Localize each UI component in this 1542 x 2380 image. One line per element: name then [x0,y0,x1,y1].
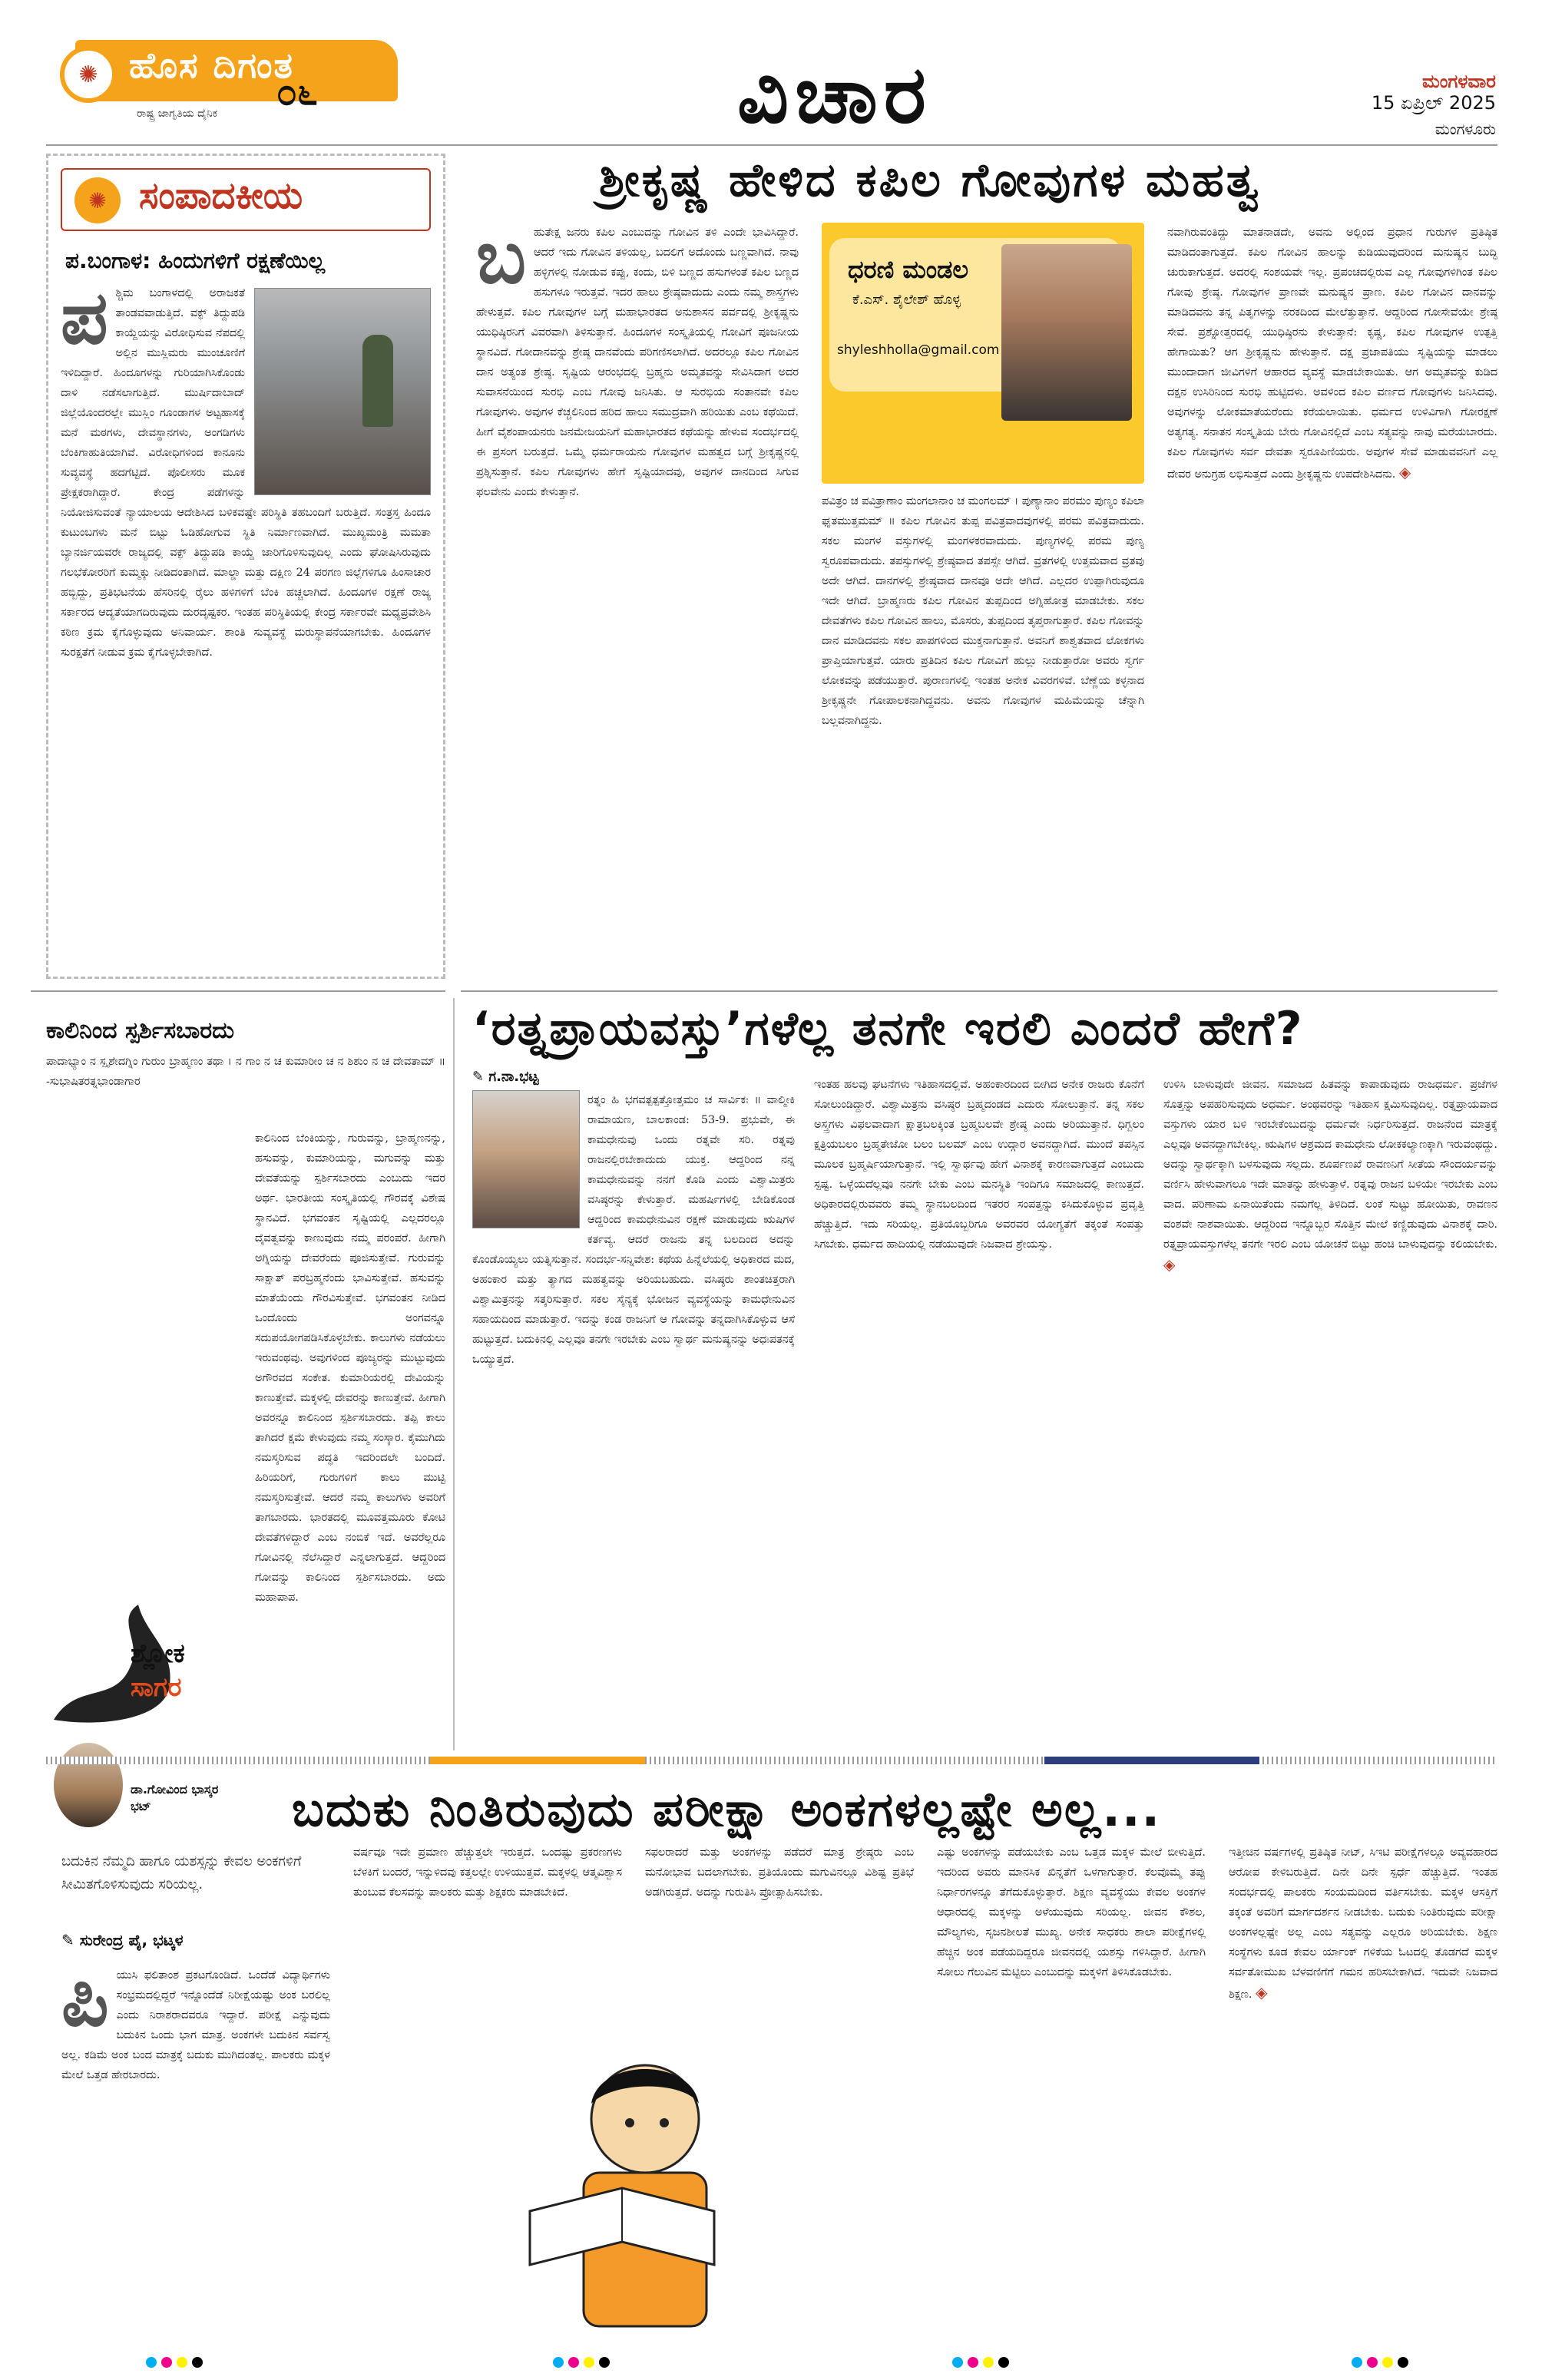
author-email[interactable]: shyleshholla@gmail.com [837,342,1000,358]
page-number: ೦೬ [276,71,318,114]
photo-spacer [472,1090,587,1232]
ratna-col3-text: ಉಳಿಸಿ ಬಾಳುವುದೇ ಜೀವನ. ಸಮಾಜದ ಹಿತವನ್ನು ಕಾಪಾಡುವುದು ರಾಜಧರ್ಮ. ಪ್ರಜೆಗಳ ಸೊತ್ತನ್ನು ಅಪಹರಿಸುವುದು ಅಧರ್ಮ. ಅಂಥವರನ್ನು ಇತಿಹಾಸ ಕ್ಷಮಿಸುವುದಿಲ್ಲ. ರತ್ನಪ್ರಾಯವಾದ ವಸ್ತುಗಳು ಯಾರ ಬಳಿ ಇರಬೇಕೆಂಬುದನ್ನು ಧರ್ಮವೇ ನಿರ್ಧರಿಸುತ್ತದೆ. ರಾಜನೆಂದ ಮಾತ್ರಕ್ಕೆ ಎಲ್ಲವೂ ಅವನದ್ದಾಗಬೇಕಿಲ್ಲ. ಋಷಿಗಳ ಆಶ್ರಮದ ಕಾಮಧೇನು ಲೋಕಕಲ್ಯಾಣಕ್ಕಾಗಿ ಇರುವಂಥದ್ದು. ಅದನ್ನು ಸ್ವಾರ್ಥಕ್ಕಾಗಿ ಬಳಸುವುದು ಸಲ್ಲದು. ಶೂರ್ಪಣಖೆ ರಾವಣನಿಗೆ ಸೀತೆಯ ಸೌಂದರ್ಯವನ್ನು ವರ್ಣಿಸಿ ಹೇಳುವಾಗಲೂ ಇದೇ ಮಾತನ್ನು ಹೇಳುತ್ತಾಳೆ. ರತ್ನವು ರಾಜನ ಬಳಿಯೇ ಇರಬೇಕು ಎಂಬ ವಾದ. ಪರಿಣಾಮ ಏನಾಯಿತೆಂದು ನಮಗೆಲ್ಲ ತಿಳಿದಿದೆ. ಲಂಕೆ ಸುಟ್ಟು ಹೋಯಿತು, ರಾವಣನ ವಂಶವೇ ನಾಶವಾಯಿತು. ಆದ್ದರಿಂದ ಇನ್ನೊಬ್ಬರ ಸೊತ್ತಿನ ಮೇಲೆ ಕಣ್ಣಿಡುವುದು ವಿನಾಶಕ್ಕೆ ದಾರಿ. ರತ್ನಪ್ರಾಯವಸ್ತುಗಳೆಲ್ಲ ತನಗೇ ಇರಲಿ ಎಂಬ ಯೋಚನೆ ಬಿಟ್ಟು ಹಂಚಿ ಬಾಳುವುದನ್ನು ಕಲಿಯಬೇಕು. [1163,1079,1497,1251]
ratna-column-3 [1163,1075,1497,1750]
lead-article-title[interactable]: ಶ್ರೀಕೃಷ್ಣ ಹೇಳಿದ ಕಪಿಲ ಗೋವುಗಳ ಮಹತ್ವ [599,154,1262,207]
editorial-headline[interactable]: ಪ.ಬಂಗಾಳ: ಹಿಂದುಗಳಿಗೆ ರಕ್ಷಣೆಯಿಲ್ಲ [65,248,326,273]
section-divider [461,990,1497,992]
pen-icon: ✎ [472,1069,489,1085]
end-mark-icon: ◈ [1398,463,1411,481]
exam-column-5 [1229,1843,1497,2342]
lead-col3-text: ನವಾಗಿರುವಂತಿದ್ದು ಮಾತನಾಡದೇ, ಅವನು ಅಲ್ಲಿಂದ ಪ್ರಧಾನ ಗುರುಗಳ ಪ್ರತಿಷ್ಠಿತ ಮಾಡಿದಂತಾಗುತ್ತದೆ. ಕಪಿಲ ಗೋವಿನ ಹಾಲನ್ನು ಕುಡಿಯುವುದರಿಂದ ಮನುಷ್ಯನ ಬುದ್ಧಿ ಚುರುಕಾಗುತ್ತದೆ. ಅದರಲ್ಲಿ ಸಂಶಯವೇ ಇಲ್ಲ. ಪ್ರಪಂಚದಲ್ಲಿರುವ ಎಲ್ಲ ಗೋವುಗಳಿಗಿಂತ ಕಪಿಲ ಗೋವು ಶ್ರೇಷ್ಠ. ಗೋವುಗಳ ಪ್ರಾಣವೇ ಮನುಷ್ಯನ ಪ್ರಾಣ. ಕಪಿಲ ಗೋವಿನ ದಾನವನ್ನು ಮಾಡಿದವನು ತನ್ನ ಪಿತೃಗಳನ್ನು ನರಕದಿಂದ ಮೇಲೆತ್ತುತ್ತಾನೆ. ಆದ್ದರಿಂದ ಗೋಸೇವೆಯೇ ಶ್ರೇಷ್ಠ ಸೇವೆ. ಪ್ರಶ್ನೋತ್ತರದಲ್ಲಿ ಯುಧಿಷ್ಠಿರನು ಕೇಳುತ್ತಾನೆ: ಕೃಷ್ಣ, ಕಪಿಲ ಗೋವುಗಳ ಉತ್ಪತ್ತಿ ಹೇಗಾಯಿತು? ಆಗ ಶ್ರೀಕೃಷ್ಣನು ಹೇಳುತ್ತಾನೆ. ದಕ್ಷ ಪ್ರಜಾಪತಿಯು ಸೃಷ್ಟಿಯನ್ನು ಮಾಡಲು ಮುಂದಾದಾಗ ಜೀವಿಗಳಿಗೆ ಆಹಾರದ ವ್ಯವಸ್ಥೆ ಮಾಡಬೇಕಾಯಿತು. ಆಗ ಅಮೃತವನ್ನು ಕುಡಿದ ದಕ್ಷನ ಉಸಿರಿನಿಂದ ಸುರಭಿ ಹುಟ್ಟಿದಳು. ಅವಳಿಂದ ಕಪಿಲ ವರ್ಣದ ಗೋವುಗಳು ಜನಿಸಿದವು. ಅವುಗಳನ್ನು ಲೋಕಮಾತೆಯರೆಂದು ಕರೆಯಲಾಯಿತು. ಧರ್ಮದ ಉಳಿವಿಗಾಗಿ ಗೋರಕ್ಷಣೆ ಅತ್ಯಗತ್ಯ. ಸನಾತನ ಸಂಸ್ಕೃತಿಯ ಬೇರು ಗೋವಿನಲ್ಲಿದೆ ಎಂಬ ಸತ್ಯವನ್ನು ನಾವು ಮರೆಯಬಾರದು. ಕಪಿಲ ಗೋವುಗಳು ಸರ್ವ ದೇವತಾ ಸ್ವರೂಪಿಣಿಯರು. ಅವುಗಳ ಸೇವೆ ಮಾಡುವವನಿಗೆ ಎಲ್ಲ ದೇವರ ಅನುಗ್ರಹ ಲಭಿಸುತ್ತದೆ ಎಂದು ಶ್ರೀಕೃಷ್ಣನು ಉಪದೇಶಿಸಿದನು. [1167,226,1497,481]
ratna-article-title[interactable]: ‘ರತ್ನಪ್ರಾಯವಸ್ತು’ಗಳೆಲ್ಲ ತನಗೇ ಇರಲಿ ಎಂದರೆ ಹೇಗೆ? [472,1002,1304,1056]
shloka-article-text: ಕಾಲಿನಿಂದ ಬೆಂಕಿಯನ್ನು, ಗುರುವನ್ನು, ಬ್ರಾಹ್ಮಣನನ್ನು, ಹಸುವನ್ನು, ಕುಮಾರಿಯನ್ನು, ಮಗುವನ್ನು ಮತ್ತು ದೇವತೆಯನ್ನು ಸ್ಪರ್ಶಿಸಬಾರದು ಎಂಬುದು ಇದರ ಅರ್ಥ. ಭಾರತೀಯ ಸಂಸ್ಕೃತಿಯಲ್ಲಿ ಗೌರವಕ್ಕೆ ವಿಶೇಷ ಸ್ಥಾನವಿದೆ. ಭಗವಂತನ ಸೃಷ್ಟಿಯಲ್ಲಿ ಎಲ್ಲದರಲ್ಲೂ ದೈವತ್ವವನ್ನು ಕಾಣುವುದು ನಮ್ಮ ಪರಂಪರೆ. ಹೀಗಾಗಿ ಅಗ್ನಿಯನ್ನು ದೇವರೆಂದು ಪೂಜಿಸುತ್ತೇವೆ. ಗುರುವನ್ನು ಸಾಕ್ಷಾತ್ ಪರಬ್ರಹ್ಮನೆಂದು ಭಾವಿಸುತ್ತೇವೆ. ಹಸುವನ್ನು ಮಾತೆಯೆಂದು ಗೌರವಿಸುತ್ತೇವೆ. ಭಗವಂತನ ನೀಡಿದ ಒಂದೊಂದು ಅಂಗವನ್ನೂ ಸದುಪಯೋಗಪಡಿಸಿಕೊಳ್ಳಬೇಕು. ಕಾಲುಗಳು ನಡೆಯಲು ಇರುವಂಥವು. ಅವುಗಳಿಂದ ಪೂಜ್ಯರನ್ನು ಮುಟ್ಟುವುದು ಅಗೌರವದ ಸಂಕೇತ. ಕುಮಾರಿಯರಲ್ಲಿ ದೇವಿಯನ್ನು ಕಾಣುತ್ತೇವೆ. ಮಕ್ಕಳಲ್ಲಿ ದೇವರನ್ನು ಕಾಣುತ್ತೇವೆ. ಹೀಗಾಗಿ ಅವರನ್ನೂ ಕಾಲಿನಿಂದ ಸ್ಪರ್ಶಿಸಬಾರದು. ತಪ್ಪಿ ಕಾಲು ತಾಗಿದರೆ ಕ್ಷಮೆ ಕೇಳುವುದು ನಮ್ಮ ಸಂಸ್ಕಾರ. ಕೈಮುಗಿದು ನಮಸ್ಕರಿಸುವ ಪದ್ಧತಿ ಇದರಿಂದಲೇ ಬಂದಿದೆ. ಹಿರಿಯರಿಗೆ, ಗುರುಗಳಿಗೆ ಕಾಲು ಮುಟ್ಟಿ ನಮಸ್ಕರಿಸುತ್ತೇವೆ. ಆದರೆ ನಮ್ಮ ಕಾಲುಗಳು ಅವರಿಗೆ ತಾಗಬಾರದು. ಭಾರತದಲ್ಲಿ ಮೂವತ್ತಮೂರು ಕೋಟಿ ದೇವತೆಗಳಿದ್ದಾರೆ ಎಂಬ ನಂಬಿಕೆ ಇದೆ. ಅವರೆಲ್ಲರೂ ಗೋವಿನಲ್ಲಿ ನೆಲೆಸಿದ್ದಾರೆ ಎನ್ನಲಾಗುತ್ತದೆ. ಆದ್ದರಿಂದ ಗೋವನ್ನು ಕಾಲಿನಿಂದ ಸ್ಪರ್ಶಿಸಬಾರದು. ಅದು ಮಹಾಪಾಪ. [255,1132,445,1604]
exam-col4-text: ಎಷ್ಟು ಅಂಕಗಳನ್ನು ಪಡೆಯಬೇಕು ಎಂಬ ಒತ್ತಡ ಮಕ್ಕಳ ಮೇಲೆ ಬೀಳುತ್ತಿದೆ. ಇದರಿಂದ ಅವರು ಮಾನಸಿಕ ಖಿನ್ನತೆಗೆ ಒಳಗಾಗುತ್ತಾರೆ. ಕೆಲವೊಮ್ಮೆ ತಪ್ಪು ನಿರ್ಧಾರಗಳನ್ನೂ ತೆಗೆದುಕೊಳ್ಳುತ್ತಾರೆ. ಶಿಕ್ಷಣ ವ್ಯವಸ್ಥೆಯು ಕೇವಲ ಅಂಕಗಳ ಆಧಾರದಲ್ಲಿ ಮಕ್ಕಳನ್ನು ಅಳೆಯುವುದು ಸರಿಯಲ್ಲ. ಜೀವನ ಕೌಶಲ, ಮೌಲ್ಯಗಳು, ಸೃಜನಶೀಲತೆ ಮುಖ್ಯ. ಅನೇಕ ಸಾಧಕರು ಶಾಲಾ ಪರೀಕ್ಷೆಗಳಲ್ಲಿ ಹೆಚ್ಚಿನ ಅಂಕ ಪಡೆಯದಿದ್ದರೂ ಜೀವನದಲ್ಲಿ ಯಶಸ್ಸು ಗಳಿಸಿದ್ದಾರೆ. ಹೀಗಾಗಿ ಸೋಲು ಗೆಲುವಿನ ಮೆಟ್ಟಿಲು ಎಂಬುದನ್ನು ಮಕ್ಕಳಿಗೆ ತಿಳಿಸಿಕೊಡಬೇಕು. [937,1846,1206,1978]
editorial-text: ಶ್ಚಿಮ ಬಂಗಾಳದಲ್ಲಿ ಅರಾಜಕತೆ ತಾಂಡವವಾಡುತ್ತಿದೆ. ವಕ್ಫ್ ತಿದ್ದುಪಡಿ ಕಾಯ್ದೆಯನ್ನು ವಿರೋಧಿಸುವ ನೆಪದಲ್ಲಿ ಅಲ್ಲಿನ ಮುಸ್ಲಿಮರು ಮುಂಚೂಣಿಗೆ ಇಳಿದಿದ್ದಾರೆ. ಹಿಂದೂಗಳನ್ನು ಗುರಿಯಾಗಿಸಿಕೊಂಡು ದಾಳಿ ನಡೆಸಲಾಗುತ್ತಿದೆ. ಮುರ್ಷಿದಾಬಾದ್ ಜಿಲ್ಲೆಯೊಂದರಲ್ಲೇ ಮುಸ್ಲಿಂ ಗೂಂಡಾಗಳ ಅಟ್ಟಹಾಸಕ್ಕೆ ಮನೆ ಮಠಗಳು, ದೇವಸ್ಥಾನಗಳು, ಅಂಗಡಿಗಳು ಬೆಂಕಿಗಾಹುತಿಯಾಗಿವೆ. ವಿರೋಧಿಗಳಿಂದ ಕಾನೂನು ಸುವ್ಯವಸ್ಥೆ ಹದಗೆಟ್ಟಿದೆ. ಪೊಲೀಸರು ಮೂಕ ಪ್ರೇಕ್ಷಕರಾಗಿದ್ದಾರೆ. ಕೇಂದ್ರ ಪಡೆಗಳನ್ನು ನಿಯೋಜಿಸುವಂತೆ ನ್ಯಾಯಾಲಯ ಆದೇಶಿಸಿದ ಬಳಿಕವಷ್ಟೇ ಪರಿಸ್ಥಿತಿ ತಹಬಂದಿಗೆ ಬರುತ್ತಿದೆ. ಸಂತ್ರಸ್ತ ಹಿಂದೂ ಕುಟುಂಬಗಳು ಮನೆ ಬಿಟ್ಟು ಓಡಿಹೋಗುವ ಸ್ಥಿತಿ ನಿರ್ಮಾಣವಾಗಿದೆ. ಮುಖ್ಯಮಂತ್ರಿ ಮಮತಾ ಬ್ಯಾನರ್ಜಿಯವರೇ ರಾಜ್ಯದಲ್ಲಿ ವಕ್ಫ್ ತಿದ್ದುಪಡಿ ಕಾಯ್ದೆ ಜಾರಿಗೊಳಿಸುವುದಿಲ್ಲ ಎಂದು ಘೋಷಿಸಿರುವುದು ಗಲಭೆಕೋರರಿಗೆ ಕುಮ್ಮಕ್ಕು ನೀಡಿದಂತಾಗಿದೆ. ಮಾಲ್ಡಾ ಮತ್ತು ದಕ್ಷಿಣ 24 ಪರಗಣ ಜಿಲ್ಲೆಗಳಿಗೂ ಹಿಂಸಾಚಾರ ಹಬ್ಬಿದ್ದು, ಪ್ರತಿಭಟನೆಯ ಹೆಸರಿನಲ್ಲಿ ರೈಲು ಹಳಿಗಳಿಗೆ ಬೆಂಕಿ ಹಚ್ಚಲಾಗಿದೆ. ಹಿಂದೂಗಳ ರಕ್ಷಣೆ ರಾಜ್ಯ ಸರ್ಕಾರದ ಆದ್ಯತೆಯಾಗದಿರುವುದು ದುರದೃಷ್ಟಕರ. ಇಂತಹ ಪರಿಸ್ಥಿತಿಯಲ್ಲಿ ಕೇಂದ್ರ ಸರ್ಕಾರವೇ ಮಧ್ಯಪ್ರವೇಶಿಸಿ ಕಠಿಣ ಕ್ರಮ ಕೈಗೊಳ್ಳುವುದು ಅನಿವಾರ್ಯ. ಶಾಂತಿ ಸುವ್ಯವಸ್ಥೆ ಮರುಸ್ಥಾಪನೆಯಾಗಬೇಕು. ಹಿಂದೂಗಳ ಸುರಕ್ಷತೆಗೆ ನೀಡುವ ಕ್ರಮ ಕೈಗೊಳ್ಳಬೇಕಾಗಿದೆ. [61,287,431,659]
editorial-dropcap: ಪ [61,274,108,361]
shloka-author-name: ಡಾ.ಗೋವಿಂದ ಭಾಸ್ಕರ ಭಟ್ [131,1782,219,1813]
lead-dropcap: ಬ [476,223,526,300]
author-name: ಕೆ.ಎಸ್. ಶೈಲೇಶ್ ಹೊಳ್ಳ [852,292,961,308]
editorial-body [61,274,431,663]
lead-col2-text: ಪವಿತ್ರಂ ಚ ಪವಿತ್ರಾಣಾಂ ಮಂಗಲಾನಾಂ ಚ ಮಂಗಲಮ್ । ಪುಣ್ಯಾನಾಂ ಪರಮಂ ಪುಣ್ಯಂ ಕಪಿಲಾ ಘೃತಮುತ್ತಮಮ್ ॥ ಕಪಿಲ ಗೋವಿನ ತುಪ್ಪ ಪವಿತ್ರವಾದವುಗಳಲ್ಲಿ ಪರಮ ಪವಿತ್ರವಾದುದು. ಸಕಲ ಮಂಗಳ ವಸ್ತುಗಳಲ್ಲಿ ಮಂಗಳಕರವಾದುದು. ಪುಣ್ಯಗಳಲ್ಲಿ ಪರಮ ಪುಣ್ಯ ಸ್ವರೂಪವಾದುದು. ತಪಸ್ಸುಗಳಲ್ಲಿ ಶ್ರೇಷ್ಠವಾದ ತಪಸ್ಸೇ ಆಗಿದೆ. ವ್ರತಗಳಲ್ಲಿ ಉತ್ತಮವಾದ ವ್ರತವು ಅದೇ ಆಗಿದೆ. ದಾನಗಳಲ್ಲಿ ಶ್ರೇಷ್ಠವಾದ ದಾನವೂ ಅದೇ ಆಗಿದೆ. ಎಲ್ಲದರ ಉಪ್ಪಾಗಿರುವುದೂ ಇದೇ ಆಗಿದೆ. ಬ್ರಾಹ್ಮಣರು ಕಪಿಲ ಗೋವಿನ ತುಪ್ಪದಿಂದ ಅಗ್ನಿಹೋತ್ರ ಮಾಡಬೇಕು. ಸಕಲ ದೇವತೆಗಳು ಕಪಿಲ ಗೋವಿನ ಹಾಲು, ಮೊಸರು, ತುಪ್ಪದಿಂದ ತೃಪ್ತರಾಗುತ್ತಾರೆ. ಕಪಿಲ ಗೋವನ್ನು ದಾನ ಮಾಡಿದವನು ಸಕಲ ಪಾಪಗಳಿಂದ ಮುಕ್ತನಾಗುತ್ತಾನೆ. ಅವನಿಗೆ ಶಾಶ್ವತವಾದ ಲೋಕಗಳು ಪ್ರಾಪ್ತಿಯಾಗುತ್ತವೆ. ಯಾರು ಪ್ರತಿದಿನ ಕಪಿಲ ಗೋವಿಗೆ ಹುಲ್ಲು ನೀಡುತ್ತಾರೋ ಅವರು ಸ್ವರ್ಗ ಲೋಕವನ್ನು ಪಡೆಯುತ್ತಾರೆ. ಪುರಾಣಗಳಲ್ಲಿ ಇಂತಹ ಅನೇಕ ವಿವರಗಳಿವೆ. ಬೆಣ್ಣೆಯ ಕಳ್ಳನಾದ ಶ್ರೀಕೃಷ್ಣನೇ ಗೋಪಾಲಕನಾಗಿದ್ದವನು. ಅವನು ಗೋವುಗಳ ಮಹಿಮೆಯನ್ನು ಚೆನ್ನಾಗಿ ಬಲ್ಲವನಾಗಿದ್ದನು. [822,495,1144,727]
divider-accent-blue [1044,1757,1259,1764]
shloka-quote-text: ಪಾದಾಭ್ಯಾಂ ನ ಸ್ಪೃಶೇದಗ್ನಿಂ ಗುರುಂ ಬ್ರಾಹ್ಮಣಂ ತಥಾ । ನ ಗಾಂ ನ ಚ ಕುಮಾರೀಂ ಚ ನ ಶಿಶುಂ ನ ಚ ದೇವತಾಮ್ ॥ -ಸುಭಾಷಿತರತ್ನಭಾಂಡಾಗಾರ [46,1056,445,1088]
logo-name: ಹೊಸ ದಿಗಂತ [129,45,294,86]
exam-col1-text: ಯುಸಿ ಫಲಿತಾಂಶ ಪ್ರಕಟಗೊಂಡಿದೆ. ಒಂದೆಡೆ ವಿದ್ಯಾರ್ಥಿಗಳು ಸಂಭ್ರಮದಲ್ಲಿದ್ದರೆ ಇನ್ನೊಂದೆಡೆ ನಿರೀಕ್ಷೆಯಷ್ಟು ಅಂಕ ಬರಲಿಲ್ಲ ಎಂದು ನಿರಾಶರಾದವರೂ ಇದ್ದಾರೆ. ಪರೀಕ್ಷೆ ಎನ್ನುವುದು ಬದುಕಿನ ಒಂದು ಭಾಗ ಮಾತ್ರ. ಅಂಕಗಳೇ ಬದುಕಿನ ಸರ್ವಸ್ವ ಅಲ್ಲ. ಕಡಿಮೆ ಅಂಕ ಬಂದ ಮಾತ್ರಕ್ಕೆ ಬದುಕು ಮುಗಿದಂತಲ್ಲ. ಪಾಲಕರು ಮಕ್ಕಳ ಮೇಲೆ ಒತ್ತಡ ಹೇರಬಾರದು. [61,1969,330,2081]
exam-column-4 [937,1843,1206,2342]
exam-article-title[interactable]: ಬದುಕು ನಿಂತಿರುವುದು ಪರೀಕ್ಷಾ ಅಂಕಗಳಲ್ಲಷ್ಟೇ ಅಲ್ಲ... [292,1781,1162,1837]
shloka-sagara-badge [46,1589,230,1835]
ratna-col1-text: ರತ್ನಂ ಹಿ ಭಗವತ್ಪತ್ಪತ್ತೋತ್ತಮಂ ಚ ಸಾರ್ವಿಕಃ ॥ ವಾಲ್ಮೀಕಿ ರಾಮಾಯಣ, ಬಾಲಕಾಂಡ: 53-9. ಪ್ರಭುವೇ, ಈ ಕಾಮಧೇನುವು ಒಂದು ರತ್ನವೇ ಸರಿ. ರತ್ನವು ರಾಜನಲ್ಲಿರಬೇಕಾದುದು ಯುಕ್ತ. ಆದ್ದರಿಂದ ನನ್ನ ಕಾಮಧೇನುವನ್ನು ನನಗೆ ಕೊಡಿ ಎಂದು ವಿಶ್ವಾಮಿತ್ರರು ವಸಿಷ್ಠರನ್ನು ಕೇಳುತ್ತಾರೆ. ಮಹರ್ಷಿಗಳಲ್ಲಿ ಬೇಡಿಕೊಂಡ ಆದ್ದರಿಂದ ಕಾಮಧೇನುವಿನ ರಕ್ಷಣೆ ಮಾಡುವುದು ಋಷಿಗಳ ಕರ್ತವ್ಯ. ಆದರೆ ರಾಜನು ತನ್ನ ಬಲದಿಂದ ಅದನ್ನು ಕೊಂಡೊಯ್ಯಲು ಯತ್ನಿಸುತ್ತಾನೆ. ಸಂದರ್ಭ-ಸನ್ನಿವೇಶ: ಕಥೆಯ ಹಿನ್ನೆಲೆಯಲ್ಲಿ ಅಧಿಕಾರದ ಮದ, ಅಹಂಕಾರ ಮತ್ತು ತ್ಯಾಗದ ಮಹತ್ವವನ್ನು ಅರಿಯಬಹುದು. ವಸಿಷ್ಠರು ಶಾಂತಚಿತ್ತರಾಗಿ ವಿಶ್ವಾಮಿತ್ರನನ್ನು ಸತ್ಕರಿಸುತ್ತಾರೆ. ಸಕಲ ಸೈನ್ಯಕ್ಕೆ ಭೋಜನ ವ್ಯವಸ್ಥೆಯನ್ನು ಕಾಮಧೇನುವಿನ ಸಹಾಯದಿಂದ ಮಾಡುತ್ತಾರೆ. ಇದನ್ನು ಕಂಡ ರಾಜನಿಗೆ ಆ ಗೋವನ್ನು ತನ್ನದಾಗಿಸಿಕೊಳ್ಳುವ ಆಸೆ ಹುಟ್ಟುತ್ತದೆ. ಬದುಕಿನಲ್ಲಿ ಎಲ್ಲವೂ ತನಗೇ ಇರಬೇಕು ಎಂಬ ಸ್ವಾರ್ಥ ಮನುಷ್ಯನನ್ನು ಅಧಃಪತನಕ್ಕೆ ಒಯ್ಯುತ್ತದೆ. [472,1094,795,1366]
ratna-col2-text: ಇಂತಹ ಹಲವು ಘಟನೆಗಳು ಇತಿಹಾಸದಲ್ಲಿವೆ. ಅಹಂಕಾರದಿಂದ ಬೀಗಿದ ಅನೇಕ ರಾಜರು ಕೊನೆಗೆ ಸೋಲುಂಡಿದ್ದಾರೆ. ವಿಶ್ವಾಮಿತ್ರನು ವಸಿಷ್ಠರ ಬ್ರಹ್ಮದಂಡದ ಎದುರು ಸೋಲುತ್ತಾನೆ. ತನ್ನ ಸಕಲ ಅಸ್ತ್ರಗಳು ವಿಫಲವಾದಾಗ ಕ್ಷಾತ್ರಬಲಕ್ಕಿಂತ ಬ್ರಹ್ಮಬಲವೇ ಶ್ರೇಷ್ಠ ಎಂದು ಅರಿಯುತ್ತಾನೆ. ಧಿಗ್ಬಲಂ ಕ್ಷತ್ರಿಯಬಲಂ ಬ್ರಹ್ಮತೇಜೋ ಬಲಂ ಬಲಮ್ ಎಂಬ ಉದ್ಗಾರ ಅವನದ್ದಾಗಿದೆ. ಮುಂದೆ ತಪಸ್ಸಿನ ಮೂಲಕ ಬ್ರಹ್ಮರ್ಷಿಯಾಗುತ್ತಾನೆ. ಇಲ್ಲಿ ಸ್ವಾರ್ಥವು ಹೇಗೆ ವಿನಾಶಕ್ಕೆ ಕಾರಣವಾಗುತ್ತದೆ ಎಂಬುದು ಸ್ಪಷ್ಟ. ಒಳ್ಳೆಯದೆಲ್ಲವೂ ನನಗೇ ಬೇಕು ಎಂಬ ಮನಸ್ಥಿತಿ ಇಂದಿಗೂ ಸಮಾಜದಲ್ಲಿ ಕಾಣುತ್ತದೆ. ಅಧಿಕಾರದಲ್ಲಿರುವವರು ತಮ್ಮ ಸ್ಥಾನಬಲದಿಂದ ಇತರರ ಸಂಪತ್ತನ್ನು ಕಸಿದುಕೊಳ್ಳುವ ಪ್ರವೃತ್ತಿ ಹೆಚ್ಚುತ್ತಿದೆ. ಇದು ಸರಿಯಲ್ಲ. ಪ್ರತಿಯೊಬ್ಬರಿಗೂ ಅವರವರ ಯೋಗ್ಯತೆಗೆ ತಕ್ಕಂತೆ ಸಂಪತ್ತು ಸಿಗಬೇಕು. ಧರ್ಮದ ಹಾದಿಯಲ್ಲಿ ನಡೆಯುವುದೇ ನಿಜವಾದ ಶ್ರೇಯಸ್ಸು. [814,1079,1144,1251]
registration-marks-far-right [1352,2357,1408,2368]
ratna-column-2 [814,1075,1144,1750]
pen-icon: ✎ [61,1931,80,1949]
registration-marks-left [146,2357,203,2368]
registration-marks-right [952,2357,1009,2368]
exam-dropcap: ಪಿ [61,1965,109,2043]
exam-column-2 [353,1843,622,2035]
divider-accent-orange [430,1757,645,1764]
end-mark-icon: ◈ [1256,1983,1268,2002]
exam-col3-text: ಸಫಲರಾದರೆ ಮತ್ತು ಅಂಕಗಳನ್ನು ಪಡೆದರೆ ಮಾತ್ರ ಶ್ರೇಷ್ಠರು ಎಂಬ ಮನೋಭಾವ ಬದಲಾಗಬೇಕು. ಪ್ರತಿಯೊಂದು ಮಗುವಿನಲ್ಲೂ ವಿಶಿಷ್ಟ ಪ್ರತಿಭೆ ಅಡಗಿರುತ್ತದೆ. ಅದನ್ನು ಗುರುತಿಸಿ ಪ್ರೋತ್ಸಾಹಿಸಬೇಕು. [645,1846,914,1899]
masthead [0,0,1542,146]
exam-pull-quote: ಬದುಕಿನ ನೆಮ್ಮದಿ ಹಾಗೂ ಯಶಸ್ಸನ್ನು ಕೇವಲ ಅಂಕಗಳಿಗೆ ಸೀಮಿತಗೊಳಿಸುವುದು ಸರಿಯಲ್ಲ. [61,1853,302,1892]
lead-article-column-2 [822,491,1144,979]
date: 15 ಏಪ್ರಿಲ್ 2025 [1371,92,1496,114]
author-photo [1001,244,1132,421]
editorial-panel [46,154,445,979]
ratna-column-1 [472,1090,795,1750]
shloka-article-title[interactable]: ಕಾಲಿನಿಂದ ಸ್ಪರ್ಶಿಸಬಾರದು [46,1017,235,1044]
exam-column-1 [61,1965,330,2342]
student-reading-illustration [468,2035,776,2342]
left-divider [31,990,445,992]
registration-marks-mid [553,2357,610,2368]
editorial-emblem-icon: ✺ [74,177,121,223]
end-mark-icon: ◈ [1163,1255,1176,1274]
header-divider [46,144,1497,146]
bottom-divider [46,1757,1497,1764]
editorial-label: ಸಂಪಾದಕೀಯ [139,174,303,217]
sagara-label: ಸಾಗರ [131,1672,182,1703]
lead-article-column-1 [476,223,799,979]
exam-author: ಸುರೇಂದ್ರ ಪೈ, ಭಟ್ಕಳ [79,1931,184,1949]
edition-place: ಮಂಗಳೂರು [1434,120,1496,138]
column-label: ಧರಣಿ ಮಂಡಲ [848,255,969,284]
ratna-byline [472,1069,538,1085]
logo-emblem-icon: ✺ [60,46,117,103]
lead-col1-text: ಹುತೇಕ್ಷ ಜನರು ಕಪಿಲ ಎಂಬುದನ್ನು ಗೋವಿನ ತಳಿ ಎಂದೇ ಭಾವಿಸಿದ್ದಾರೆ. ಆದರೆ ಇದು ಗೋವಿನ ತಳಿಯಲ್ಲ, ಬದಲಿಗೆ ಅದೊಂದು ಬಣ್ಣವಾಗಿದೆ. ನಾವು ಹಳ್ಳಿಗಳಲ್ಲಿ ನೋಡುವ ಕಪ್ಪು, ಕಂದು, ಬಿಳಿ ಬಣ್ಣದ ಹಸುಗಳಂತೆ ಕಪಿಲ ಬಣ್ಣದ ಹಸುಗಳೂ ಇರುತ್ತವೆ. ಇದರ ಹಾಲು ಶ್ರೇಷ್ಠವಾದುದು ಎಂದು ನಮ್ಮ ಶಾಸ್ತ್ರಗಳು ಹೇಳುತ್ತವೆ. ಕಪಿಲ ಗೋವುಗಳ ಬಗ್ಗೆ ಮಹಾಭಾರತದ ಅನುಶಾಸನ ಪರ್ವದಲ್ಲಿ ಶ್ರೀಕೃಷ್ಣನು ಯುಧಿಷ್ಠಿರನಿಗೆ ವಿವರವಾಗಿ ತಿಳಿಸುತ್ತಾನೆ. ಹಿಂದೂಗಳ ಸಂಸ್ಕೃತಿಯಲ್ಲಿ ಗೋವಿಗೆ ಪೂಜನೀಯ ಸ್ಥಾನವಿದೆ. ಗೋದಾನವನ್ನು ಶ್ರೇಷ್ಠ ದಾನವೆಂದು ಪರಿಗಣಿಸಲಾಗಿದೆ. ಅದರಲ್ಲೂ ಕಪಿಲ ಗೋವಿನ ದಾನ ಅತ್ಯಂತ ಶ್ರೇಷ್ಠ. ಸೃಷ್ಟಿಯ ಆರಂಭದಲ್ಲಿ ಬ್ರಹ್ಮನು ಅಮೃತವನ್ನು ಸೇವಿಸಿದಾಗ ಅದರ ಸುವಾಸನೆಯಿಂದ ಸುರಭಿ ಎಂಬ ಗೋವು ಜನಿಸಿತು. ಆ ಸುರಭಿಯ ಸಂತಾನವೇ ಕಪಿಲ ಗೋವುಗಳು. ಅವುಗಳ ಕೆಚ್ಚಲಿನಿಂದ ಹರಿದ ಹಾಲು ಸಮುದ್ರವಾಗಿ ಹರಿಯಿತು ಎಂಬ ಕಥೆಯಿದೆ. ಹೀಗೆ ವೈಶಂಪಾಯನರು ಜನಮೇಜಯನಿಗೆ ಮಹಾಭಾರತದ ಕಥೆಯನ್ನು ಹೇಳುವ ಸಂದರ್ಭದಲ್ಲಿ ಈ ಪ್ರಸಂಗ ಬರುತ್ತದೆ. ಒಮ್ಮೆ ಧರ್ಮರಾಯನು ಗೋವುಗಳ ಮಹತ್ವದ ಬಗ್ಗೆ ಶ್ರೀಕೃಷ್ಣನಲ್ಲಿ ಪ್ರಶ್ನಿಸುತ್ತಾನೆ. ಕಪಿಲ ಗೋವುಗಳು ಹೇಗೆ ಸೃಷ್ಟಿಯಾದವು, ಅವುಗಳ ದಾನದಿಂದ ಸಿಗುವ ಫಲವೇನು ಎಂದು ಕೇಳುತ್ತಾನೆ. [476,226,799,498]
shloka-quote [46,1052,445,1121]
dateline [1372,71,1496,138]
exam-column-3 [645,1843,914,2027]
editorial-header [61,168,431,231]
shloka-label: ಶ್ಲೋಕ [131,1638,185,1669]
shloka-author-photo [54,1743,123,1827]
column-rule [453,998,455,1750]
exam-col2-text: ವರ್ಷವೂ ಇದೇ ಪ್ರಮಾಣ ಹೆಚ್ಚುತ್ತಲೇ ಇರುತ್ತದೆ. ಒಂದಷ್ಟು ಪ್ರಕರಣಗಳು ಬೆಳಕಿಗೆ ಬಂದರೆ, ಇನ್ನುಳಿದವು ಕತ್ತಲಲ್ಲೇ ಉಳಿಯುತ್ತವೆ. ಮಕ್ಕಳಲ್ಲಿ ಆತ್ಮವಿಶ್ವಾಸ ತುಂಬುವ ಕೆಲಸವನ್ನು ಪಾಲಕರು ಮತ್ತು ಶಿಕ್ಷಕರು ಮಾಡಬೇಕಿದೆ. [353,1846,622,1899]
exam-byline [61,1931,184,1949]
weekday: ಮಂಗಳವಾರ [1421,71,1496,92]
logo-tagline: ರಾಷ್ಟ್ರ ಜಾಗೃತಿಯ ದೈನಿಕ [137,107,218,120]
section-title: ವಿಚಾರ [737,48,932,141]
ratna-author: ಗ.ನಾ.ಭಟ್ಟ [488,1069,539,1085]
author-card [822,223,1144,484]
exam-col5-text: ಇತ್ತೀಚಿನ ವರ್ಷಗಳಲ್ಲಿ ಪ್ರತಿಷ್ಠಿತ ನೀಟ್, ಸಿಇಟಿ ಪರೀಕ್ಷೆಗಳಲ್ಲೂ ಅವ್ಯವಹಾರದ ಆರೋಪ ಕೇಳಿಬರುತ್ತಿದೆ. ದಿನೇ ದಿನೇ ಸ್ಪರ್ಧೆ ಹೆಚ್ಚುತ್ತಿದೆ. ಇಂತಹ ಸಂದರ್ಭದಲ್ಲಿ ಪಾಲಕರು ಸಂಯಮದಿಂದ ವರ್ತಿಸಬೇಕು. ಮಕ್ಕಳ ಆಸಕ್ತಿಗೆ ತಕ್ಕಂತೆ ಅವರಿಗೆ ಮಾರ್ಗದರ್ಶನ ನೀಡಬೇಕು. ಬದುಕು ನಿಂತಿರುವುದು ಪರೀಕ್ಷಾ ಅಂಕಗಳಲ್ಲಷ್ಟೇ ಅಲ್ಲ ಎಂಬ ಸತ್ಯವನ್ನು ಎಲ್ಲರೂ ಅರಿಯಬೇಕು. ಶಿಕ್ಷಣ ಸಂಸ್ಥೆಗಳು ಕೂಡ ಕೇವಲ ರ್ಯಾಂಕ್ ಗಳಿಕೆಯ ಓಟದಲ್ಲಿ ತೊಡಗದೆ ಮಕ್ಕಳ ಸರ್ವತೋಮುಖ ಬೆಳವಣಿಗೆಗೆ ಗಮನ ಹರಿಸಬೇಕಾಗಿದೆ. ಇದುವೇ ನಿಜವಾದ ಶಿಕ್ಷಣ. [1229,1846,1497,2001]
newspaper-logo[interactable] [45,40,405,138]
lead-article-column-3 [1167,223,1497,979]
editorial-photo[interactable] [254,288,431,495]
